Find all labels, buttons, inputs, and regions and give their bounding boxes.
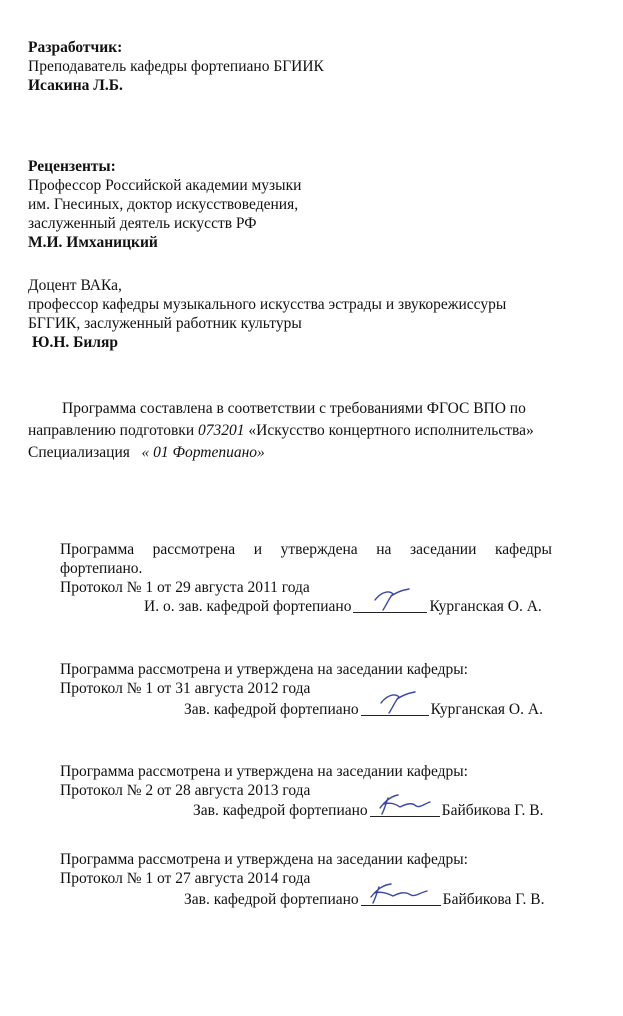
approval-2014-name: Байбикова Г. В. bbox=[442, 891, 545, 908]
program-code: 073201 bbox=[198, 422, 245, 439]
approval-2012-signature-row bbox=[184, 699, 543, 719]
program-line2 bbox=[28, 420, 598, 442]
reviewer2-section bbox=[28, 276, 598, 352]
approval-2014-protocol: Протокол № 1 от 27 августа 2014 года bbox=[60, 870, 311, 887]
approval-2012-protocol: Протокол № 1 от 31 августа 2012 года bbox=[60, 680, 311, 697]
approval-2011-line2: фортепиано. bbox=[60, 560, 143, 577]
approval-2013-protocol: Протокол № 2 от 28 августа 2013 года bbox=[60, 782, 311, 799]
reviewer2-line3: БГГИК, заслуженный работник культуры bbox=[28, 315, 302, 332]
reviewer2-line2: профессор кафедры музыкального искусства эстрады и звукорежиссуры bbox=[28, 296, 507, 313]
approval-2012-line1: Программа рассмотрена и утверждена на заседании кафедры: bbox=[60, 661, 468, 678]
approval-2011-line1 bbox=[60, 540, 552, 559]
approval-2013 bbox=[60, 762, 552, 800]
reviewers-section bbox=[28, 157, 598, 252]
approval-2014-line1: Программа рассмотрена и утверждена на заседании кафедры: bbox=[60, 851, 468, 868]
word: и bbox=[253, 541, 263, 558]
approval-2011-name: Курганская О. А. bbox=[429, 598, 542, 615]
reviewers-heading: Рецензенты: bbox=[28, 158, 116, 175]
developer-section bbox=[28, 38, 598, 95]
approval-2014-signature-row bbox=[184, 889, 544, 909]
reviewer1-name: М.И. Имханицкий bbox=[28, 234, 158, 251]
approval-2013-name: Байбикова Г. В. bbox=[441, 802, 544, 819]
program-statement bbox=[28, 398, 598, 464]
specialization-value: « 01 Фортепиано» bbox=[141, 444, 265, 461]
approval-2011-protocol: Протокол № 1 от 29 августа 2011 года bbox=[60, 579, 310, 596]
signature-kurganskaya bbox=[361, 699, 429, 716]
approval-2013-line1: Программа рассмотрена и утверждена на заседании кафедры: bbox=[60, 763, 468, 780]
developer-heading: Разработчик: bbox=[28, 39, 123, 56]
approval-2011 bbox=[60, 540, 552, 597]
specialization-label: Специализация bbox=[28, 444, 130, 461]
developer-name: Исакина Л.Б. bbox=[28, 77, 123, 94]
program-specialization bbox=[28, 442, 598, 464]
reviewer2-line1: Доцент ВАКа, bbox=[28, 277, 122, 294]
word: заседании bbox=[410, 541, 477, 558]
approval-2011-signature-row bbox=[144, 596, 542, 616]
word: рассмотрена bbox=[152, 541, 236, 558]
reviewer1-line1: Профессор Российской академии музыки bbox=[28, 177, 302, 194]
word: Программа bbox=[60, 541, 135, 558]
developer-position: Преподаватель кафедры фортепиано БГИИК bbox=[28, 58, 324, 75]
reviewer1-line3: заслуженный деятель искусств РФ bbox=[28, 215, 257, 232]
signature-kurganskaya bbox=[353, 596, 427, 613]
approval-2011-role: И. о. зав. кафедрой фортепиано bbox=[144, 598, 352, 615]
program-direction-prefix: направлению подготовки bbox=[28, 422, 199, 439]
signature-baibikova bbox=[370, 800, 440, 817]
approval-2012-name: Курганская О. А. bbox=[430, 701, 543, 718]
approval-2013-role: Зав. кафедрой фортепиано bbox=[193, 802, 368, 819]
word: кафедры bbox=[494, 541, 552, 558]
program-line1: Программа составлена в соответствии с требованиями ФГОС ВПО по bbox=[62, 400, 526, 417]
word: утверждена bbox=[280, 541, 358, 558]
approval-2012-role: Зав. кафедрой фортепиано bbox=[184, 701, 359, 718]
approval-2012 bbox=[60, 660, 552, 698]
reviewer2-name: Ю.Н. Биляр bbox=[32, 334, 119, 351]
approval-2013-signature-row bbox=[193, 800, 543, 820]
signature-baibikova bbox=[361, 889, 441, 906]
program-direction-name: «Искусство концертного исполнительства» bbox=[244, 422, 534, 439]
reviewer1-line2: им. Гнесиных, доктор искусствоведения, bbox=[28, 196, 299, 213]
approval-2014 bbox=[60, 850, 552, 888]
approval-2014-role: Зав. кафедрой фортепиано bbox=[184, 891, 359, 908]
word: на bbox=[376, 541, 392, 558]
